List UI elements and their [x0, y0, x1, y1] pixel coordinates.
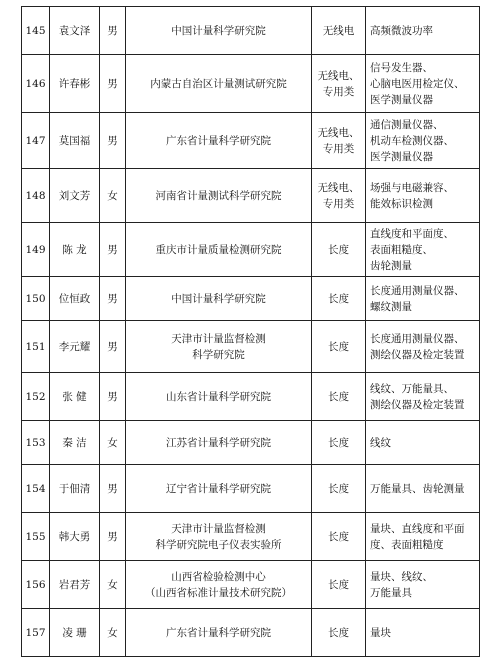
cell-number: 148 — [22, 169, 50, 223]
cell-specialty-line: 医学测量仪器 — [370, 150, 433, 163]
cell-category-line: 无线电、 — [317, 69, 360, 82]
cell-specialty-line: 测绘仪器及检定装置 — [370, 348, 465, 361]
table-row — [22, 465, 480, 513]
cell-organization-line: 辽宁省计量科学研究院 — [166, 482, 271, 495]
cell-organization-line: 山西省检验检测中心 — [171, 570, 266, 583]
cell-specialty — [366, 609, 480, 657]
cell-specialty-line: 线纹 — [370, 436, 391, 449]
cell-organization — [126, 321, 312, 373]
table-row — [22, 55, 480, 113]
cell-category-line: 长度 — [328, 340, 349, 353]
table-row — [22, 513, 480, 561]
table-row — [22, 7, 480, 55]
cell-name: 于佃清 — [50, 465, 100, 513]
cell-specialty — [366, 321, 480, 373]
cell-organization-line: （山西省标准计量技术研究院） — [145, 586, 292, 599]
cell-category-line: 长度 — [328, 626, 349, 639]
expert-table — [21, 6, 480, 657]
cell-specialty — [366, 223, 480, 277]
cell-organization-line: 山东省计量科学研究院 — [166, 390, 271, 403]
cell-name: 位恒政 — [50, 277, 100, 321]
cell-specialty-line: 场强与电磁兼容、 — [370, 181, 454, 194]
cell-category-line: 长度 — [328, 292, 349, 305]
cell-organization-line: 内蒙古自治区计量测试研究院 — [150, 77, 287, 90]
table-row — [22, 561, 480, 609]
cell-specialty-line: 通信测量仪器、 — [370, 118, 444, 131]
cell-category — [312, 169, 366, 223]
cell-sex: 男 — [100, 277, 126, 321]
cell-sex: 男 — [100, 465, 126, 513]
cell-category — [312, 7, 366, 55]
cell-organization — [126, 277, 312, 321]
cell-number: 156 — [22, 561, 50, 609]
cell-organization — [126, 223, 312, 277]
cell-specialty — [366, 277, 480, 321]
cell-specialty-line: 螺纹测量 — [370, 300, 412, 313]
cell-number: 155 — [22, 513, 50, 561]
cell-category-line: 无线电、 — [317, 181, 360, 194]
cell-category — [312, 609, 366, 657]
cell-sex: 男 — [100, 223, 126, 277]
cell-number: 149 — [22, 223, 50, 277]
cell-specialty-line: 医学测量仪器 — [370, 93, 433, 106]
table-row — [22, 223, 480, 277]
cell-specialty-line: 心脑电医用检定仪、 — [370, 77, 465, 90]
cell-category — [312, 465, 366, 513]
cell-organization — [126, 373, 312, 421]
cell-specialty — [366, 169, 480, 223]
cell-specialty-line: 高频微波功率 — [370, 24, 433, 37]
cell-category — [312, 223, 366, 277]
cell-sex: 女 — [100, 421, 126, 465]
cell-category-line: 长度 — [328, 436, 349, 449]
cell-organization-line: 天津市计量监督检测 — [171, 332, 266, 345]
cell-organization-line: 天津市计量监督检测 — [171, 522, 266, 535]
cell-specialty-line: 能效标识检测 — [370, 197, 433, 210]
cell-organization-line: 中国计量科学研究院 — [171, 24, 266, 37]
cell-specialty-line: 量块 — [370, 626, 391, 639]
cell-specialty-line: 万能量具、齿轮测量 — [370, 482, 465, 495]
cell-name: 韩大勇 — [50, 513, 100, 561]
table-row — [22, 373, 480, 421]
cell-specialty-line: 直线度和平面度、 — [370, 227, 454, 240]
cell-number: 146 — [22, 55, 50, 113]
cell-number: 150 — [22, 277, 50, 321]
cell-name: 袁文泽 — [50, 7, 100, 55]
cell-number: 152 — [22, 373, 50, 421]
cell-organization — [126, 609, 312, 657]
cell-specialty-line: 长度通用测量仪器、 — [370, 332, 465, 345]
cell-sex: 女 — [100, 561, 126, 609]
cell-sex: 男 — [100, 113, 126, 169]
table-row — [22, 277, 480, 321]
cell-number: 151 — [22, 321, 50, 373]
cell-organization-line: 广东省计量科学研究院 — [166, 134, 271, 147]
cell-specialty-line: 信号发生器、 — [370, 61, 433, 74]
cell-specialty-line: 机动车检测仪器、 — [370, 134, 454, 147]
cell-category-line: 长度 — [328, 578, 349, 591]
cell-organization — [126, 561, 312, 609]
cell-organization — [126, 113, 312, 169]
cell-organization — [126, 513, 312, 561]
cell-category — [312, 321, 366, 373]
expert-table-sheet — [21, 6, 479, 657]
cell-specialty — [366, 561, 480, 609]
cell-sex: 男 — [100, 7, 126, 55]
cell-name: 李元耀 — [50, 321, 100, 373]
cell-specialty-line: 测绘仪器及检定装置 — [370, 398, 465, 411]
table-row — [22, 169, 480, 223]
cell-name: 秦 洁 — [50, 421, 100, 465]
cell-category-line: 专用类 — [322, 142, 355, 155]
cell-sex: 男 — [100, 55, 126, 113]
cell-specialty — [366, 55, 480, 113]
cell-number: 147 — [22, 113, 50, 169]
cell-organization — [126, 7, 312, 55]
cell-specialty — [366, 113, 480, 169]
cell-number: 153 — [22, 421, 50, 465]
expert-table-body — [22, 7, 480, 657]
cell-specialty-line: 量块、线纹、 — [370, 570, 433, 583]
cell-category — [312, 113, 366, 169]
cell-category — [312, 421, 366, 465]
cell-specialty-line: 度、表面粗糙度 — [370, 538, 444, 551]
cell-sex: 男 — [100, 373, 126, 421]
table-row — [22, 421, 480, 465]
cell-specialty-line: 量块、直线度和平面 — [370, 522, 465, 535]
cell-category-line: 专用类 — [322, 85, 355, 98]
cell-category — [312, 55, 366, 113]
cell-specialty-line: 表面粗糙度、 — [370, 243, 433, 256]
cell-organization-line: 中国计量科学研究院 — [171, 292, 266, 305]
cell-category-line: 专用类 — [322, 197, 355, 210]
cell-specialty-line: 齿轮测量 — [370, 259, 412, 272]
cell-category-line: 无线电、 — [317, 126, 360, 139]
table-row — [22, 609, 480, 657]
cell-category-line: 长度 — [328, 530, 349, 543]
cell-category-line: 长度 — [328, 482, 349, 495]
cell-organization-line: 科学研究院电子仪表实验所 — [155, 538, 282, 551]
cell-category-line: 长度 — [328, 390, 349, 403]
table-row — [22, 113, 480, 169]
cell-specialty-line: 长度通用测量仪器、 — [370, 284, 465, 297]
cell-organization-line: 重庆市计量质量检测研究院 — [155, 243, 282, 256]
cell-specialty — [366, 421, 480, 465]
cell-category — [312, 561, 366, 609]
cell-specialty — [366, 373, 480, 421]
cell-specialty-line: 线纹、万能量具、 — [370, 382, 454, 395]
cell-name: 凌 珊 — [50, 609, 100, 657]
cell-specialty — [366, 513, 480, 561]
cell-specialty — [366, 465, 480, 513]
cell-organization-line: 广东省计量科学研究院 — [166, 626, 271, 639]
cell-number: 145 — [22, 7, 50, 55]
cell-number: 154 — [22, 465, 50, 513]
cell-organization — [126, 55, 312, 113]
cell-sex: 男 — [100, 513, 126, 561]
cell-category-line: 无线电 — [322, 24, 355, 37]
cell-number: 157 — [22, 609, 50, 657]
cell-organization — [126, 465, 312, 513]
cell-category — [312, 277, 366, 321]
cell-category — [312, 373, 366, 421]
cell-specialty — [366, 7, 480, 55]
cell-organization — [126, 169, 312, 223]
cell-organization-line: 河南省计量测试科学研究院 — [155, 189, 282, 202]
cell-name: 张 健 — [50, 373, 100, 421]
cell-sex: 男 — [100, 321, 126, 373]
cell-name: 刘文芳 — [50, 169, 100, 223]
cell-name: 陈 龙 — [50, 223, 100, 277]
table-row — [22, 321, 480, 373]
cell-sex: 女 — [100, 169, 126, 223]
cell-name: 许春彬 — [50, 55, 100, 113]
cell-name: 莫国福 — [50, 113, 100, 169]
cell-category — [312, 513, 366, 561]
cell-organization — [126, 421, 312, 465]
cell-organization-line: 科学研究院 — [192, 348, 245, 361]
cell-specialty-line: 万能量具 — [370, 586, 412, 599]
cell-organization-line: 江苏省计量科学研究院 — [166, 436, 271, 449]
cell-name: 岩君芳 — [50, 561, 100, 609]
cell-sex: 女 — [100, 609, 126, 657]
cell-category-line: 长度 — [328, 243, 349, 256]
